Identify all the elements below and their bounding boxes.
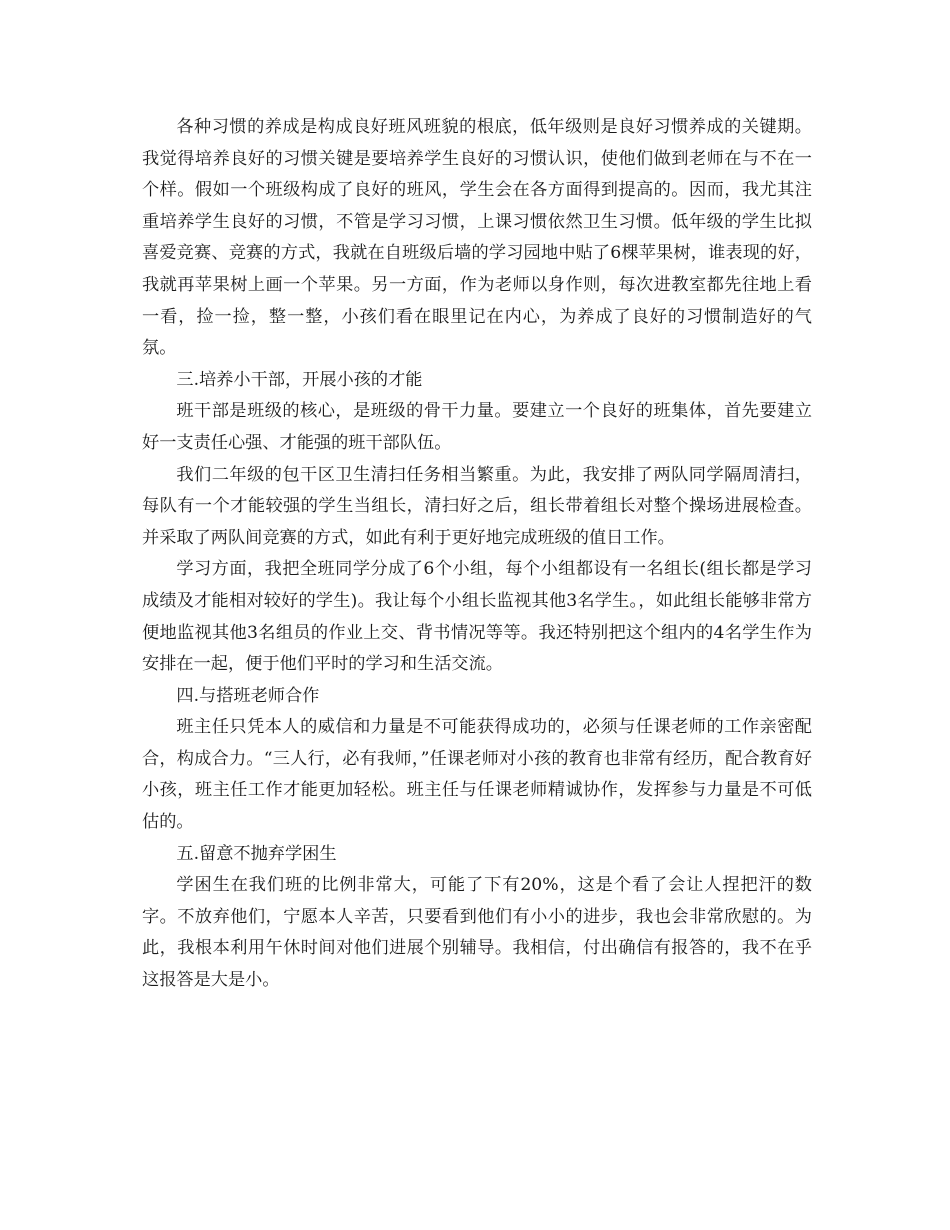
section-heading-4: 四.与搭班老师合作 <box>176 685 320 706</box>
paragraph-class-cadres: 班干部是班级的核心，是班级的骨干力量。要建立一个良好的班集体，首先要建立好一支责任心强、才能强的班干部队伍。 <box>142 401 812 453</box>
paragraph-habits: 各种习惯的养成是构成良好班风班貌的根底，低年级则是良好习惯养成的关键期。我觉得培养良好的习惯关键是要培养学生良好的习惯认识，使他们做到老师在与不在一个样。假如一个班级构成了良好的班风，学生会在各方面得到提高的。因而，我尤其注重培养学生良好的习惯，不管是学习习惯，上课习惯依然卫生习惯。低年级的学生比拟喜爱竞赛、竞赛的方式，我就在自班级后墙的学习园地中贴了6棵苹果树，谁表现的好，我就再苹果树上画一个苹果。另一方面，作为老师以身作则，每次进教室都先往地上看一看，捡一捡，整一整，小孩们看在眼里记在内心，为养成了良好的习惯制造好的气氛。 <box>142 117 812 359</box>
section-heading-3: 三.培养小干部，开展小孩的才能 <box>176 369 423 390</box>
paragraph-teacher-cooperation: 班主任只凭本人的威信和力量是不可能获得成功的，必须与任课老师的工作亲密配合，构成合力。“三人行，必有我师，”任课老师对小孩的教育也非常有经历，配合教育好小孩，班主任工作才能更加轻松。班主任与任课老师精诚协作，发挥参与力量是不可低估的。 <box>142 717 812 833</box>
paragraph-cleaning-duty: 我们二年级的包干区卫生清扫任务相当繁重。为此，我安排了两队同学隔周清扫，每队有一个才能较强的学生当组长，清扫好之后，组长带着组长对整个操场进展检查。并采取了两队间竞赛的方式，如此有利于更好地完成班级的值日工作。 <box>142 464 812 548</box>
section-heading-5: 五.留意不抛弃学困生 <box>176 843 337 864</box>
document-body <box>142 112 812 997</box>
paragraph-study-groups: 学习方面，我把全班同学分成了6个小组，每个小组都设有一名组长(组长都是学习成绩及才能相对较好的学生)。我让每个小组长监视其他3名学生。，如此组长能够非常方便地监视其他3名组员的作业上交、背书情况等等。我还特别把这个组内的4名学生作为安排在一起，便于他们平时的学习和生活交流。 <box>142 559 812 675</box>
paragraph-struggling-students: 学困生在我们班的比例非常大，可能了下有20%，这是个看了会让人捏把汗的数字。不放弃他们，宁愿本人辛苦，只要看到他们有小小的进步，我也会非常欣慰的。为此，我根本利用午休时间对他们进展个别辅导。我相信，付出确信有报答的，我不在乎这报答是大是小。 <box>142 875 812 991</box>
